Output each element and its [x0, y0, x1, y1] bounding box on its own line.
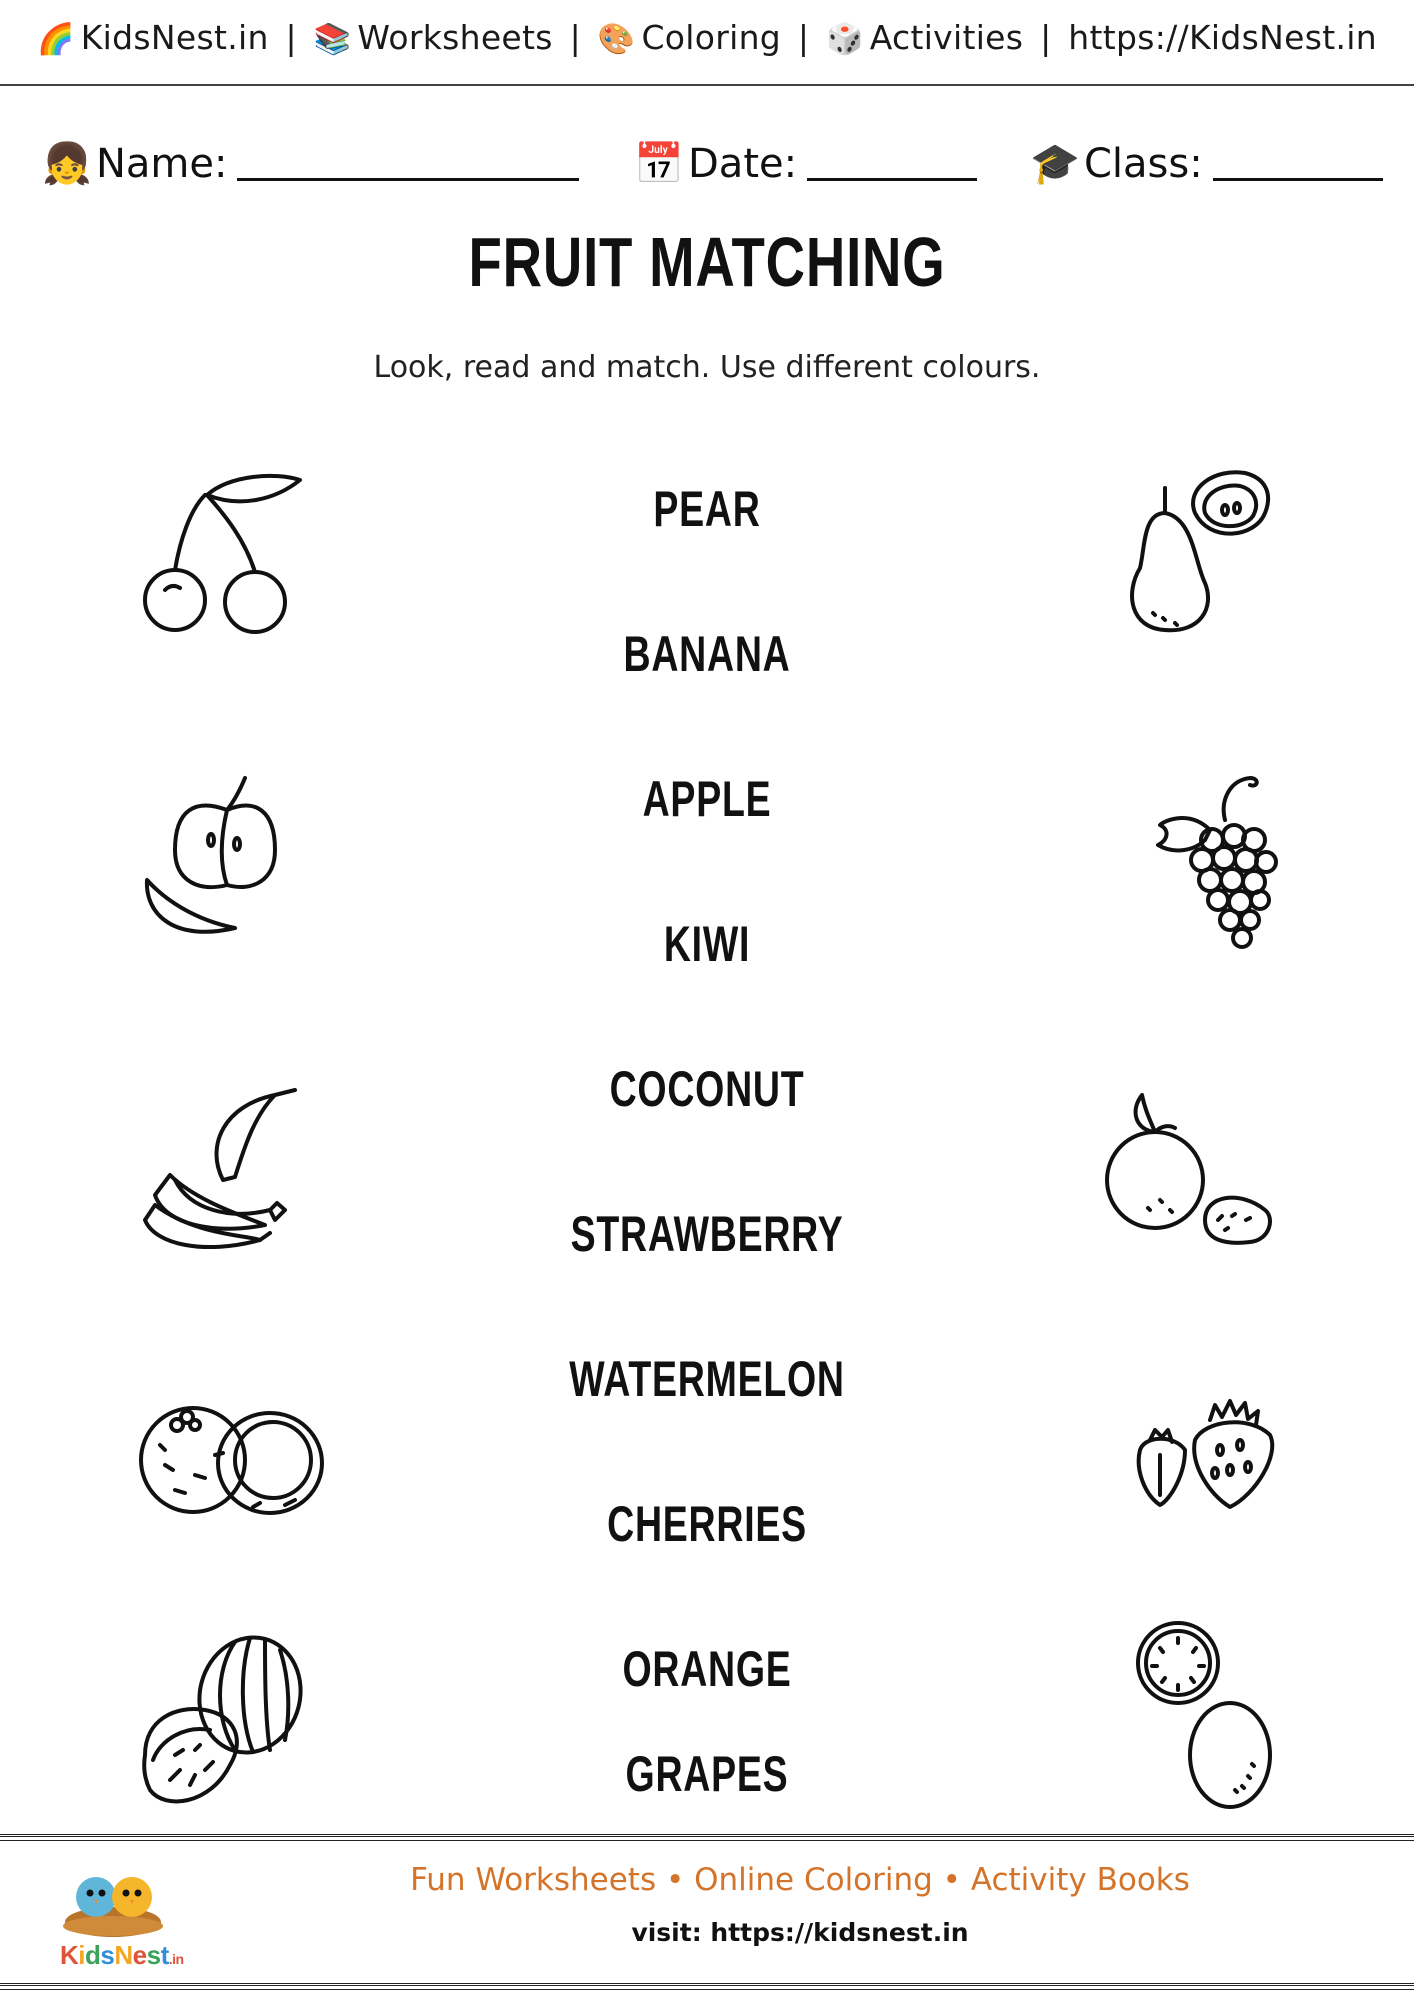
date-blank-line[interactable] [807, 140, 977, 181]
date-field[interactable] [634, 140, 977, 187]
header-worksheets: Worksheets [357, 18, 553, 57]
header-separator: | [285, 18, 297, 57]
grapes-icon[interactable] [1150, 770, 1280, 950]
apple-icon[interactable] [135, 770, 285, 950]
dice-icon: 🎲 [826, 22, 864, 57]
name-label: Name: [96, 141, 228, 187]
word-banana[interactable]: BANANA [623, 626, 791, 682]
word-apple[interactable]: APPLE [642, 771, 772, 827]
word-grapes[interactable]: GRAPES [625, 1746, 789, 1802]
orange-icon[interactable] [1100, 1090, 1280, 1260]
footer-divider-top [0, 1834, 1414, 1841]
strawberry-icon[interactable] [1130, 1395, 1280, 1515]
class-field[interactable] [1030, 140, 1383, 187]
header-url: https://KidsNest.in [1068, 18, 1377, 57]
header-separator: | [797, 18, 810, 57]
header-activities: Activities [869, 18, 1024, 57]
word-orange[interactable]: ORANGE [622, 1641, 792, 1697]
header-divider [0, 84, 1414, 86]
class-blank-line[interactable] [1213, 140, 1383, 181]
logo-text: KidsNest.in [60, 1940, 184, 1970]
header-coloring: Coloring [641, 18, 782, 57]
date-label: Date: [688, 141, 798, 187]
watermelon-icon[interactable] [135, 1630, 315, 1820]
kiwi-icon[interactable] [1130, 1618, 1280, 1818]
cherries-icon[interactable] [135, 470, 305, 640]
word-pear[interactable]: PEAR [653, 481, 761, 537]
pear-icon[interactable] [1115, 468, 1275, 638]
graduation-cap-icon: 🎓 [1030, 141, 1080, 187]
word-watermelon[interactable]: WATERMELON [569, 1351, 845, 1407]
calendar-icon: 📅 [634, 141, 684, 187]
site-header [0, 18, 1414, 57]
word-coconut[interactable]: COCONUT [609, 1061, 805, 1117]
instructions: Look, read and match. Use different colours. [373, 350, 1041, 385]
header-separator: | [569, 18, 581, 57]
word-cherries[interactable]: CHERRIES [607, 1496, 807, 1552]
girl-icon: 👧 [42, 141, 92, 187]
page-title: FRUIT MATCHING [468, 223, 946, 301]
class-label: Class: [1084, 141, 1203, 187]
coconut-icon[interactable] [135, 1395, 325, 1525]
banana-icon[interactable] [135, 1085, 305, 1260]
header-site-name: KidsNest.in [80, 18, 269, 57]
word-kiwi[interactable]: KIWI [663, 916, 751, 972]
header-separator: | [1040, 18, 1052, 57]
footer-tagline: Fun Worksheets • Online Coloring • Activity Books [410, 1862, 1190, 1898]
rainbow-icon: 🌈 [37, 22, 75, 57]
name-blank-line[interactable] [237, 140, 579, 181]
footer-divider-bottom [0, 1983, 1414, 1990]
word-strawberry[interactable]: STRAWBERRY [570, 1206, 844, 1262]
books-icon: 📚 [313, 22, 352, 57]
footer-visit-link[interactable]: visit: https://kidsnest.in [631, 1918, 969, 1947]
palette-icon: 🎨 [597, 22, 636, 57]
name-field[interactable] [42, 140, 579, 187]
